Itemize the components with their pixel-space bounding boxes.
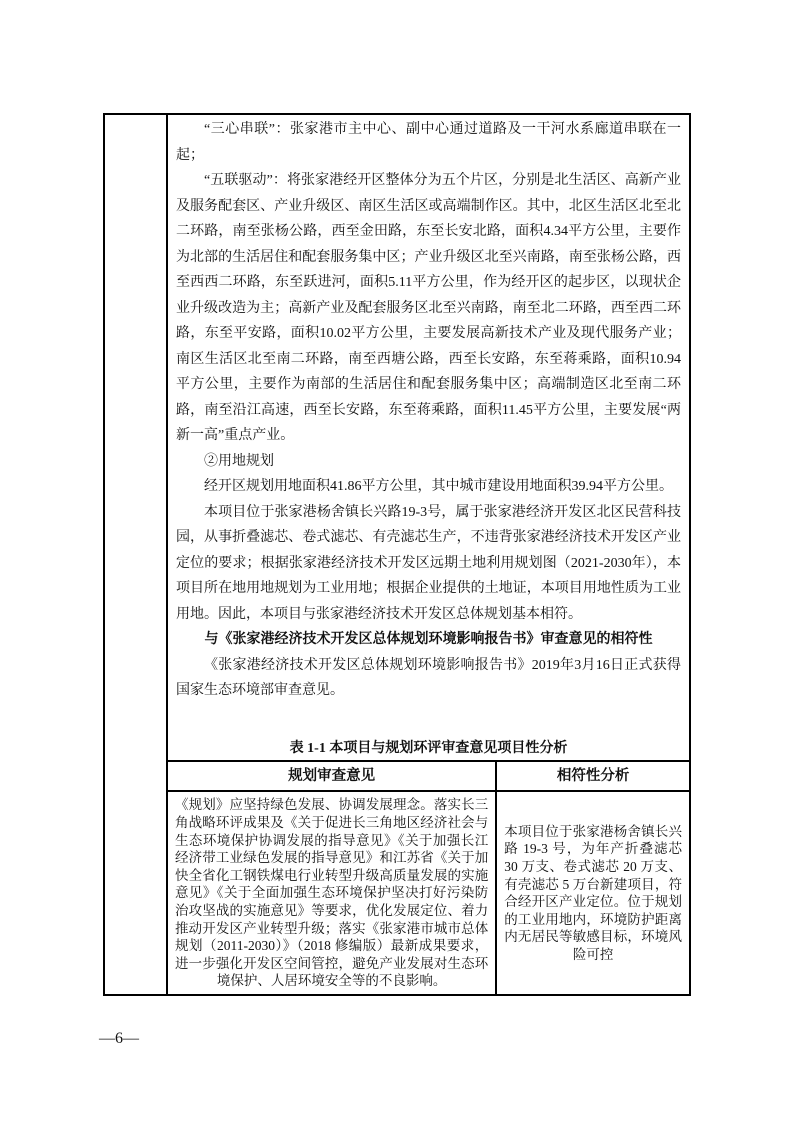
cell-compliance-analysis: 本项目位于张家港杨舍镇长兴路 19-3 号，为年产折叠滤芯 30 万支、卷式滤芯 20 万支、有壳滤芯 5 万台新建项目，符合经开区产业定位。位于规划的工业用地内，环境防护距离内无居民等敏感目标，环境风险可控	[496, 791, 689, 994]
cell-review-opinion: 《规划》应坚持绿色发展、协调发展理念。落实长三角战略环评成果及《关于促进长三角地区经济社会与生态环境保护协调发展的指导意见》《关于加强长江经济带工业绿色发展的指导意见》和江苏省《关于加快全省化工钢铁煤电行业转型升级高质量发展的实施意见》《关于全面加强生态环境保护坚决打好污染防治攻坚战的实施意见》等要求，优化发展定位、着力推动开发区产业转型升级；落实《张家港市城市总体规划（2011-2030）》（2018 修编版）最新成果要求，进一步强化开发区空间管控，避免产业发展对生态环境保护、人居环境安全等的不良影响。	[175, 797, 489, 989]
paragraph-yongdi-guihua-title: ②用地规划	[204, 453, 274, 469]
analysis-table	[168, 760, 689, 994]
paragraph-report-approval: 《张家港经济技术开发区总体规划环境影响报告书》2019年3月16日正式获得国家生态环境部审查意见。	[176, 657, 681, 698]
content-cell	[168, 115, 689, 994]
column-header-review-opinion: 规划审查意见	[168, 761, 496, 791]
paragraph-yongdi-guihua: 经开区规划用地面积41.86平方公里，其中城市建设用地面积39.94平方公里。	[204, 479, 673, 494]
page-number: —6—	[99, 1030, 139, 1047]
analysis-table-block	[168, 737, 689, 994]
table-row	[168, 791, 689, 994]
table-caption: 表 1-1 本项目与规划环评审查意见项目性分析	[289, 741, 568, 757]
table-header-row	[168, 761, 689, 791]
column-header-compliance-analysis: 相符性分析	[496, 761, 689, 791]
empty-left-column	[105, 115, 168, 994]
paragraph-project-location: 本项目位于张家港杨舍镇长兴路19-3号，属于张家港经济开发区北区民营科技园，从事折叠滤芯、卷式滤芯、有壳滤芯生产，不违背张家港经济技术开发区产业定位的要求；根据张家港经济技术开发区远期土地利用规划图（2021-2030年），本项目所在地用地规划为工业用地；根据企业提供的土地证，本项目用地性质为工业用地。因此，本项目与张家港经济技术开发区总体规划基本相符。	[176, 504, 681, 622]
paragraph-wulian-qudong: “五联驱动”：将张家港经开区整体分为五个片区，分别是北生活区、高新产业及服务配套区、产业升级区、南区生活区或高端制作区。其中，北区生活区北至北二环路，南至张杨公路，西至金田路，东至长安北路，面积4.34平方公里，主要作为北部的生活居住和配套服务集中区；产业升级区北至兴南路，南至张杨公路，西至西西二环路，东至跃进河，面积5.11平方公里，作为经开区的起步区，以现状企业升级改造为主；高新产业及配套服务区北至兴南路，南至北二环路，西至西二环路，东至平安路，面积10.02平方公里，主要发展高新技术产业及现代服务产业；南区生活区北至南二环路，南至西塘公路，西至长安路，东至蒋乘路，面积10.94平方公里，主要作为南部的生活居住和配套服务集中区；高端制造区北至南二环路，南至沿江高速，西至长安路，东至蒋乘路，面积11.45平方公里，主要发展“两新一高”重点产业。	[176, 173, 681, 443]
section-heading-compliance: 与《张家港经济技术开发区总体规划环境影响报告书》审查意见的相符性	[204, 632, 653, 647]
document-table-frame	[103, 113, 691, 996]
paragraph-sanxin-chuanlian: “三心串联”：张家港市主中心、副中心通过道路及一干河水系廊道串联在一起；	[176, 122, 681, 163]
